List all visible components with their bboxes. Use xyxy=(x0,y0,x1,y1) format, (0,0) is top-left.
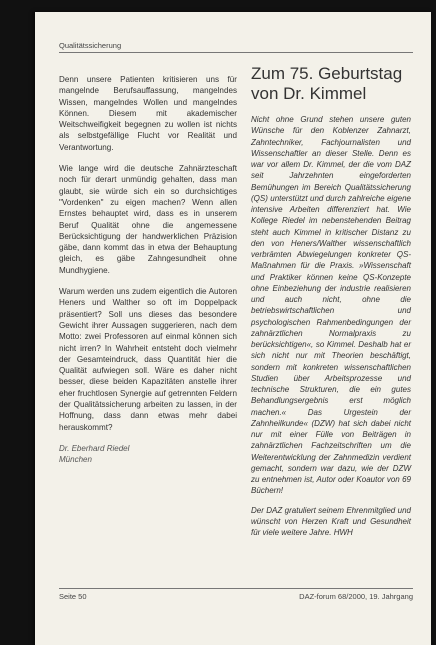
right-paragraph-1: Nicht ohne Grund stehen unsere guten Wünsche für den Koblenzer Zahnarzt, Zahntechniker, Fachjournalisten und Wissenschaftler an dieser Stelle. Denn es war vor allem Dr. Kimmel, der die vom DAZ seit Jahrzehnten eingeforderten Bemühungen im Bereich Qualitätssicherung (QS) unterstützt und durch zahlreiche eigene intensive Arbeiten differenziert hat. Wie Kollege Riedel im nebenstehenden Beitrag steht auch Kimmel in kritischer Distanz zu den von Heners/Walther wissenschaftlich verbrämten Abwiegelungen konkreter QS-Maßnahmen für die Praxis. »Wissenschaft und Praktiker können keine QS-Konzepte ohne Einbeziehung der industrie realisieren und auch nicht, ohne die betriebswirtschaftlichen und psychologischen Rahmenbedingungen der zahnärztlichen Normalpraxis zu berücksichtigen«, so Kimmel. Deshalb hat er sich nicht nur mit Theorien beschäftigt, sondern mit konkreten wissenschaftlichen Studien über Arbeitsprozesse und technische Strukturen, die ein gutes Behandlungsergebnis erst möglich machen.« Das Urgestein der Zahnheilkunde« (DZW) hat sich dabei nicht nur mit einer Fülle von Beiträgen in zahnärztlichen Fachzeitschriften um die Weiterentwicklung der Zahnmedizin verdient gemacht, sondern war dazu, wie der DZW zu entnehmen ist, Autor oder Koautor von 69 Büchern! xyxy=(251,115,411,496)
article-title-line-2: von Dr. Kimmel xyxy=(251,84,367,103)
page xyxy=(35,12,431,645)
author-city: München xyxy=(59,454,92,464)
right-column xyxy=(251,64,411,546)
left-column xyxy=(59,74,237,465)
left-paragraph-1: Denn unsere Patienten kritisieren uns für mangelnde Berufsauffassung, mangelndes Wissen, mangelndes Wollen und mangelndes Können. Diesem mit akademischer Weitschweifigkeit begegnen zu wollen ist nichts als selbstgefällige Flucht vor Realität und Verantwortung. xyxy=(59,75,237,152)
page-number: Seite 50 xyxy=(59,592,87,601)
left-paragraph-3: Warum werden uns zudem eigentlich die Autoren Heners und Walther so oft im Doppelpack präsentiert? Soll uns dieses das besondere Gewicht ihrer Aussagen suggerieren, nach dem Motto: zwei Professoren auf einmal können sich nicht irren? In Wahrheit entsteht doch vielmehr der Gesamteindruck, dass Quantität hier die Qualität aufwiegen soll. Wäre es daher nicht besser, diese beiden Kapazitäten anstelle ihrer eher fruchtlosen Synergie auf getrennten Feldern der Qualitätssicherung arbeiten zu lassen, in der Hoffnung, dass dann etwas mehr dabei herauskommt? xyxy=(59,287,237,432)
author-signature xyxy=(59,443,237,465)
footer-divider xyxy=(59,588,413,589)
article-title-line-1: Zum 75. Geburtstag xyxy=(251,64,403,83)
article-title xyxy=(251,64,411,104)
right-paragraph-2: Der DAZ gratuliert seinem Ehrenmitglied und wünscht von Herzen Kraft und Gesundheit für viele weitere Jahre. HWH xyxy=(251,505,411,537)
section-header: Qualitätssicherung xyxy=(59,41,122,50)
author-name: Dr. Eberhard Riedel xyxy=(59,443,130,453)
header-divider xyxy=(59,52,413,53)
publication-info: DAZ-forum 68/2000, 19. Jahrgang xyxy=(299,592,413,601)
left-paragraph-2: Wie lange wird die deutsche Zahnärzteschaft noch für derart unmündig gehalten, dass man glaubt, sie würde sich ein so durchsichtiges "Vordenken" zu eigen machen? Wenn allen Ernstes behauptet wird, dass es in unserem Beruf Qualität ohne die angemessene Berücksichtigung der handwerklichen Präzision gäbe, dann kommt das in etwa der Behauptung gleich, es gäbe Zahngesundheit ohne Mundhygiene. xyxy=(59,164,237,275)
